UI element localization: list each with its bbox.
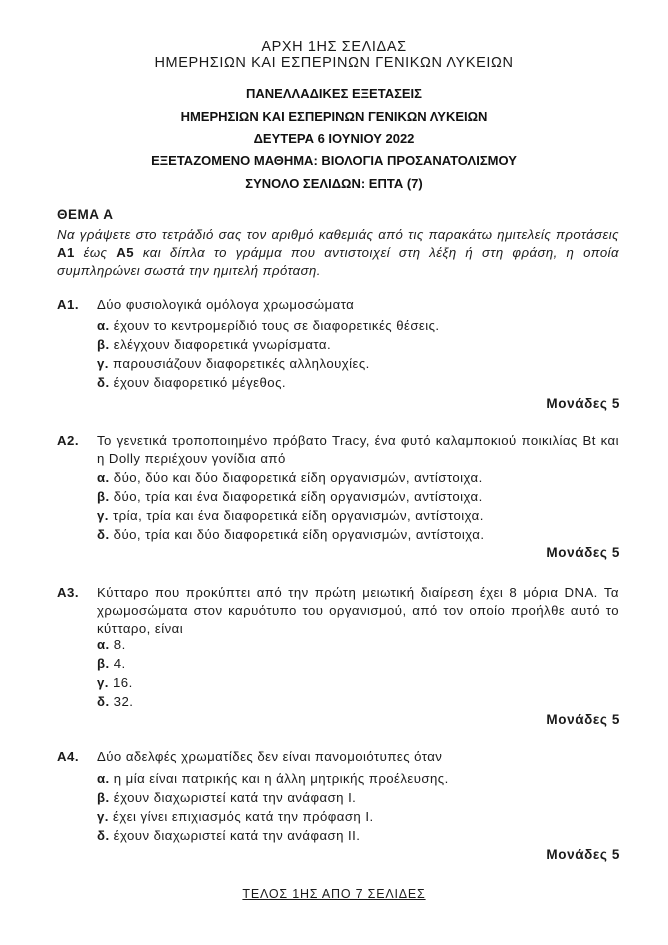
question-number: Α4. (57, 749, 80, 764)
page-end-label: ΤΕΛΟΣ 1ΗΣ ΑΠΟ 7 ΣΕΛΙΔΕΣ (242, 887, 426, 901)
marks-label: Μονάδες 5 (546, 847, 620, 862)
option-d: δ. έχουν διαφορετικό μέγεθος. (97, 375, 286, 390)
option-a: α. η μία είναι πατρικής και η άλλη μητρικής προέλευσης. (97, 771, 449, 786)
option-b: β. δύο, τρία και ένα διαφορετικά είδη οργανισμών, αντίστοιχα. (97, 489, 483, 504)
total-pages: ΣΥΝΟΛΟ ΣΕΛΙΔΩΝ: ΕΠΤΑ (7) (245, 176, 423, 191)
option-a: α. 8. (97, 637, 126, 652)
question-text: Το γενετικά τροποποιημένο πρόβατο Tracy, ένα φυτό καλαμποκιού ποικιλίας Bt και η Dolly περιέχουν γονίδια από (97, 433, 619, 466)
option-b: β. 4. (97, 656, 126, 671)
option-a: α. έχουν το κεντρομερίδιό τους σε διαφορετικές θέσεις. (97, 318, 440, 333)
question-text: Κύτταρο που προκύπτει από την πρώτη μειωτική διαίρεση έχει 8 μόρια DNA. Τα χρωμοσώματα στον καρυότυπο του οργανισμού, από τον οποίο προήλθε αυτό το κύτταρο, είναι (97, 585, 619, 636)
option-c: γ. παρουσιάζουν διαφορετικές αλληλουχίες. (97, 356, 370, 371)
option-d: δ. δύο, τρία και δύο διαφορετικά είδη οργανισμών, αντίστοιχα. (97, 527, 485, 542)
marks-label: Μονάδες 5 (546, 712, 620, 727)
question-text: Δύο αδελφές χρωματίδες δεν είναι πανομοιότυπες όταν (97, 749, 443, 764)
option-c: γ. έχει γίνει επιχιασμός κατά την πρόφαση Ι. (97, 809, 374, 824)
school-type-label: ΗΜΕΡΗΣΙΩΝ ΚΑΙ ΕΣΠΕΡΙΝΩΝ ΓΕΝΙΚΩΝ ΛΥΚΕΙΩΝ (154, 55, 514, 71)
question-number: Α2. (57, 433, 80, 448)
option-d: δ. έχουν διαχωριστεί κατά την ανάφαση ΙΙ. (97, 828, 361, 843)
exam-title: ΠΑΝΕΛΛΑΔΙΚΕΣ ΕΞΕΤΑΣΕΙΣ (246, 86, 422, 101)
section-instructions: Να γράψετε στο τετράδιό σας τον αριθμό καθεμιάς από τις παρακάτω ημιτελείς προτάσεις Α1 έως Α5 και δίπλα το γράμμα που αντιστοιχεί στη λέξη ή στη φράση, η οποία συμπληρώνει σωστά την ημιτελή πρόταση. (57, 227, 619, 278)
page-start-label: ΑΡΧΗ 1ΗΣ ΣΕΛΙΔΑΣ (261, 39, 407, 55)
marks-label: Μονάδες 5 (546, 396, 620, 411)
option-b: β. ελέγχουν διαφορετικά γνωρίσματα. (97, 337, 332, 352)
section-title: ΘΕΜΑ Α (57, 207, 114, 222)
marks-label: Μονάδες 5 (546, 545, 620, 560)
option-a: α. δύο, δύο και δύο διαφορετικά είδη οργανισμών, αντίστοιχα. (97, 470, 483, 485)
option-c: γ. τρία, τρία και ένα διαφορετικά είδη οργανισμών, αντίστοιχα. (97, 508, 484, 523)
option-d: δ. 32. (97, 694, 134, 709)
question-number: Α1. (57, 297, 80, 312)
question-text: Δύο φυσιολογικά ομόλογα χρωμοσώματα (97, 297, 355, 312)
question-number: Α3. (57, 585, 80, 600)
exam-subject: ΕΞΕΤΑΖΟΜΕΝΟ ΜΑΘΗΜΑ: ΒΙΟΛΟΓΙΑ ΠΡΟΣΑΝΑΤΟΛΙΣΜΟΥ (151, 153, 517, 168)
option-c: γ. 16. (97, 675, 133, 690)
exam-schools: ΗΜΕΡΗΣΙΩΝ ΚΑΙ ΕΣΠΕΡΙΝΩΝ ΓΕΝΙΚΩΝ ΛΥΚΕΙΩΝ (180, 109, 488, 124)
option-b: β. έχουν διαχωριστεί κατά την ανάφαση Ι. (97, 790, 357, 805)
exam-date: ΔΕΥΤΕΡΑ 6 ΙΟΥΝΙΟΥ 2022 (253, 131, 415, 146)
